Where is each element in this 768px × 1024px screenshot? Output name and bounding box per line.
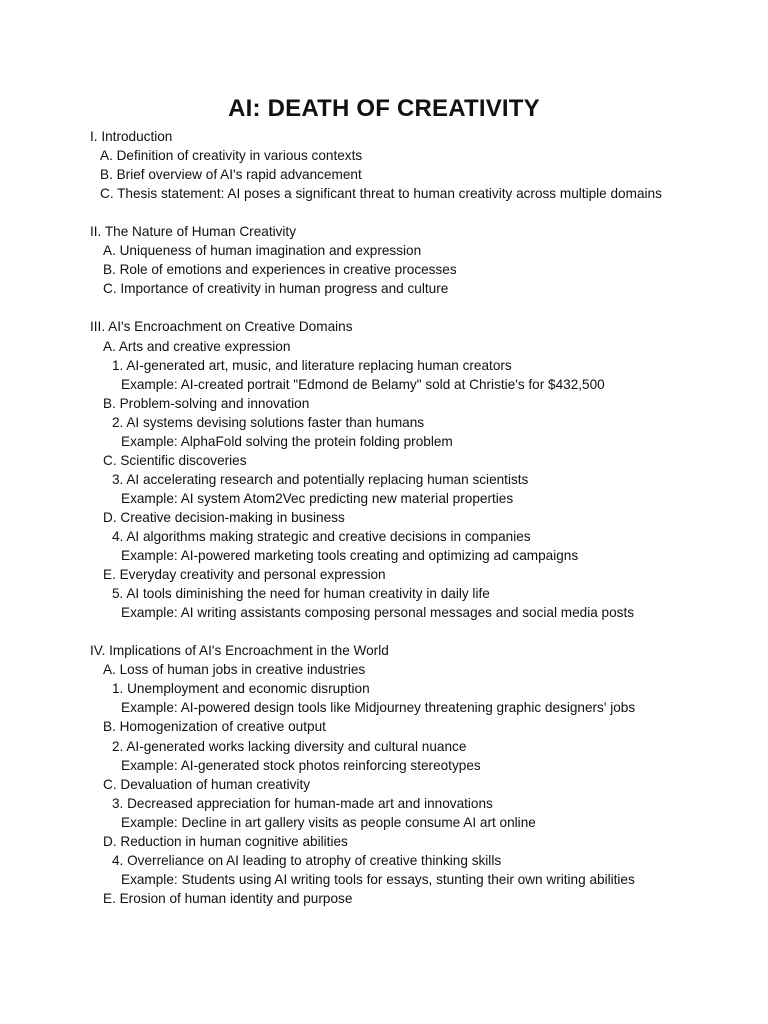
subsection-point: 2. AI systems devising solutions faster than humans xyxy=(112,414,425,430)
outline-item: B. Role of emotions and experiences in creative processes xyxy=(103,262,457,278)
subsection-label: B. Homogenization of creative output xyxy=(103,719,326,735)
subsection-example: Example: AI-powered design tools like Midjourney threatening graphic designers' jobs xyxy=(121,700,636,716)
section-heading: IV. Implications of AI's Encroachment in the World xyxy=(90,643,389,659)
subsection-label: A. Loss of human jobs in creative industries xyxy=(103,662,366,678)
section-implications xyxy=(90,641,690,908)
section-spacer xyxy=(90,298,690,317)
subsection-example: Example: Decline in art gallery visits as people consume AI art online xyxy=(121,814,536,830)
subsection-label: E. Everyday creativity and personal expression xyxy=(103,567,386,583)
subsection-point: 2. AI-generated works lacking diversity and cultural nuance xyxy=(112,738,467,754)
subsection-label: B. Problem-solving and innovation xyxy=(103,395,310,411)
subsection-example: Example: Students using AI writing tools for essays, stunting their own writing abilities xyxy=(121,871,635,887)
subsection-example: Example: AI system Atom2Vec predicting new material properties xyxy=(121,490,514,506)
section-introduction xyxy=(90,127,690,203)
outline-item: C. Thesis statement: AI poses a significant threat to human creativity across multiple domains xyxy=(100,186,662,202)
outline-item: B. Brief overview of AI's rapid advancement xyxy=(100,167,362,183)
subsection-point: 5. AI tools diminishing the need for human creativity in daily life xyxy=(112,586,490,602)
subsection-label: D. Reduction in human cognitive abilities xyxy=(103,833,348,849)
outline-item: A. Uniqueness of human imagination and expression xyxy=(103,243,422,259)
section-encroachment xyxy=(90,317,690,622)
subsection-label: E. Erosion of human identity and purpose xyxy=(103,890,353,906)
outline-item: C. Importance of creativity in human progress and culture xyxy=(103,281,449,297)
subsection-point: 1. AI-generated art, music, and literature replacing human creators xyxy=(112,357,512,373)
section-spacer xyxy=(90,622,690,641)
subsection-example: Example: AlphaFold solving the protein folding problem xyxy=(121,433,453,449)
subsection-point: 3. Decreased appreciation for human-made art and innovations xyxy=(112,795,493,811)
subsection-label: C. Scientific discoveries xyxy=(103,452,247,468)
section-heading: III. AI's Encroachment on Creative Domains xyxy=(90,319,353,335)
section-heading: I. Introduction xyxy=(90,129,173,144)
subsection-label: A. Arts and creative expression xyxy=(103,338,291,354)
outline xyxy=(90,127,690,908)
outline-item: A. Definition of creativity in various contexts xyxy=(100,148,363,164)
subsection-point: 4. Overreliance on AI leading to atrophy of creative thinking skills xyxy=(112,852,502,868)
subsection-point: 3. AI accelerating research and potentially replacing human scientists xyxy=(112,471,529,487)
subsection-label: D. Creative decision-making in business xyxy=(103,509,345,525)
subsection-point: 4. AI algorithms making strategic and creative decisions in companies xyxy=(112,528,531,544)
section-heading: II. The Nature of Human Creativity xyxy=(90,224,297,240)
subsection-example: Example: AI-created portrait "Edmond de Belamy" sold at Christie's for $432,500 xyxy=(121,376,605,392)
subsection-point: 1. Unemployment and economic disruption xyxy=(112,681,370,697)
section-nature-of-creativity xyxy=(90,222,690,298)
document-title: AI: DEATH OF CREATIVITY xyxy=(228,95,540,122)
subsection-example: Example: AI-powered marketing tools creating and optimizing ad campaigns xyxy=(121,548,579,564)
subsection-label: C. Devaluation of human creativity xyxy=(103,776,311,792)
subsection-example: Example: AI-generated stock photos reinforcing stereotypes xyxy=(121,757,481,773)
subsection-example: Example: AI writing assistants composing personal messages and social media posts xyxy=(121,605,635,621)
section-spacer xyxy=(90,203,690,222)
